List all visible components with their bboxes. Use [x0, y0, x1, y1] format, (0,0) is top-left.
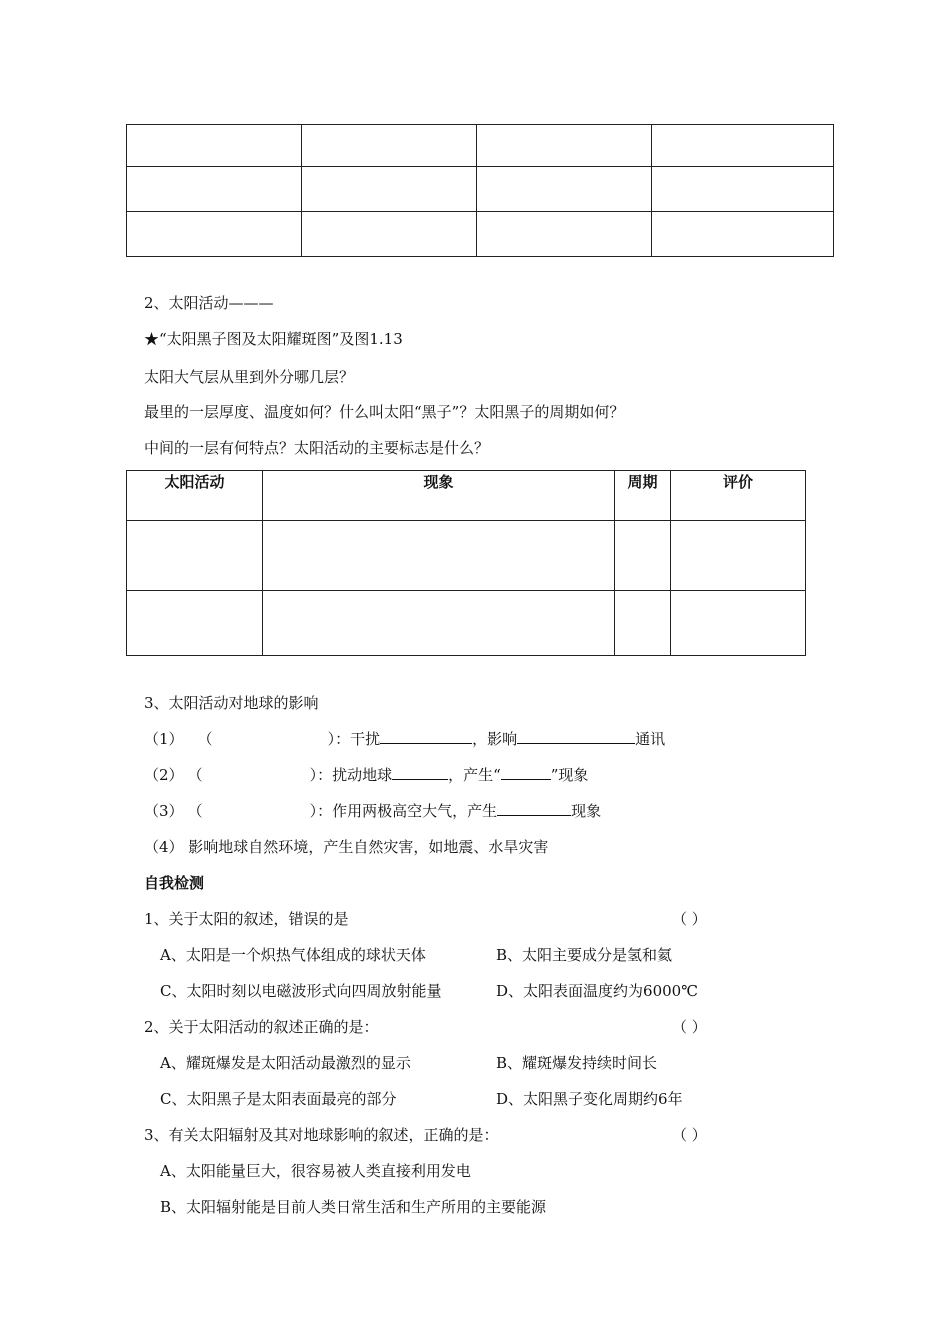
mcq-1-option-a: A、太阳是一个炽热气体组成的球状天体 — [160, 946, 426, 964]
header-evaluation: 评价 — [671, 471, 806, 521]
mcq-1-option-b: B、太阳主要成分是氢和氦 — [496, 946, 673, 964]
mcq-1: 1、关于太阳的叙述，错误的是 — [144, 910, 349, 928]
mcq-1-answer-paren: （ ） — [672, 910, 707, 928]
question-3: 中间的一层有何特点？太阳活动的主要标志是什么？ — [144, 439, 490, 457]
question-2: 最里的一层厚度、温度如何？什么叫太阳“黑子”？太阳黑子的周期如何？ — [144, 403, 625, 421]
impact-item-3: （3） （ ）：作用两极高空大气，产生 现象 — [144, 802, 602, 820]
mcq-2-option-d: D、太阳黑子变化周期约6年 — [496, 1090, 683, 1108]
star-line: ★“太阳黑子图及太阳耀斑图”及图1.13 — [144, 330, 403, 348]
question-1: 太阳大气层从里到外分哪几层？ — [144, 368, 355, 386]
mcq-2: 2、关于太阳活动的叙述正确的是： — [144, 1018, 379, 1036]
blank — [392, 765, 448, 780]
blank — [501, 765, 551, 780]
top-table — [126, 124, 834, 257]
mcq-3-option-b: B、太阳辐射能是目前人类日常生活和生产所用的主要能源 — [160, 1198, 547, 1216]
section3-heading: 3、太阳活动对地球的影响 — [144, 694, 319, 712]
mcq-3-option-a: A、太阳能量巨大，很容易被人类直接利用发电 — [160, 1162, 471, 1180]
header-phenomenon: 现象 — [263, 471, 615, 521]
header-period: 周期 — [615, 471, 671, 521]
mcq-2-option-b: B、耀斑爆发持续时间长 — [496, 1054, 658, 1072]
blank — [380, 729, 472, 744]
mcq-2-option-c: C、太阳黑子是太阳表面最亮的部分 — [160, 1090, 397, 1108]
section2-heading: 2、太阳活动——— — [144, 294, 274, 312]
mcq-3-answer-paren: （ ） — [672, 1126, 707, 1144]
impact-item-2: （2） （ ）：扰动地球 ，产生“ ”现象 — [144, 766, 589, 784]
mcq-1-option-d: D、太阳表面温度约为6000℃ — [496, 982, 698, 1000]
mcq-1-option-c: C、太阳时刻以电磁波形式向四周放射能量 — [160, 982, 442, 1000]
blank — [517, 729, 635, 744]
mcq-2-option-a: A、耀斑爆发是太阳活动最激烈的显示 — [160, 1054, 411, 1072]
impact-item-1: （1） （ ）：干扰 ，影响 通讯 — [144, 730, 666, 748]
mcq-3: 3、有关太阳辐射及其对地球影响的叙述，正确的是： — [144, 1126, 499, 1144]
header-solar-activity: 太阳活动 — [127, 471, 263, 521]
selftest-title: 自我检测 — [144, 874, 205, 892]
impact-item-4: （4） 影响地球自然环境，产生自然灾害，如地震、水旱灾害 — [144, 838, 549, 856]
blank — [497, 801, 571, 816]
mcq-2-answer-paren: （ ） — [672, 1018, 707, 1036]
solar-activity-table — [126, 470, 806, 656]
